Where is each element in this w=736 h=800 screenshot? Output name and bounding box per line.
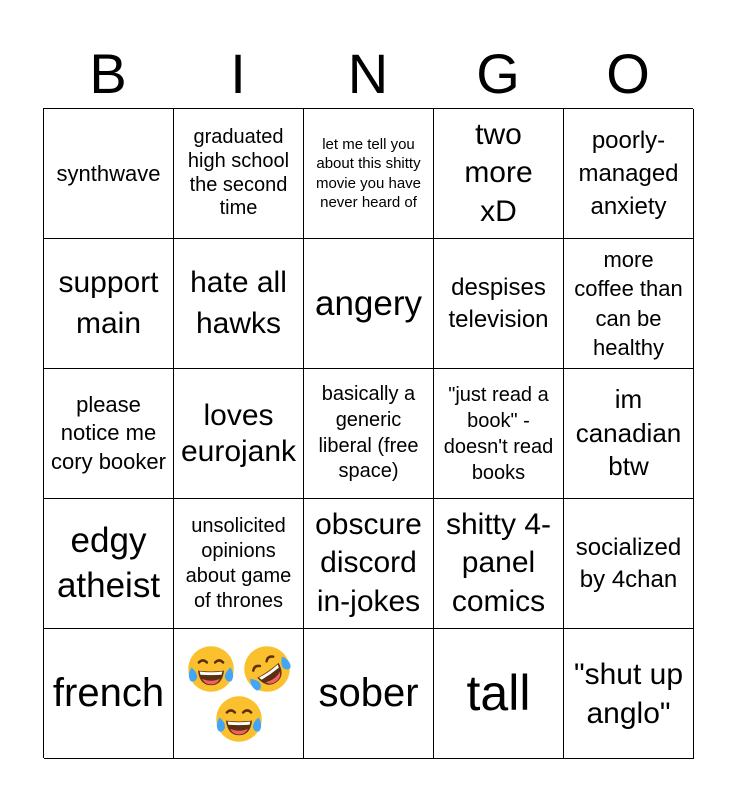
- face-with-tears-of-joy-icon: [213, 693, 265, 745]
- header-letter-b: B: [89, 42, 127, 105]
- bingo-cell[interactable]: [434, 499, 564, 629]
- bingo-cell[interactable]: [174, 109, 304, 239]
- bingo-cell[interactable]: [174, 239, 304, 369]
- cell-text: loves eurojank: [180, 398, 297, 468]
- cell-text: poorly-managed anxiety: [578, 126, 679, 221]
- bingo-cell[interactable]: [304, 239, 434, 369]
- cell-text: hate all hawks: [190, 266, 287, 340]
- cell-text: "shut up anglo": [573, 657, 684, 730]
- cell-text: let me tell you about this shitty movie you have never heard of: [315, 135, 422, 211]
- bingo-cell[interactable]: [434, 239, 564, 369]
- bingo-cell[interactable]: [44, 499, 174, 629]
- cell-text: unsolicited opinions about game of thrones: [185, 514, 292, 612]
- cell-text: "just read a book" - doesn't read books: [443, 383, 554, 484]
- cell-text: im canadian btw: [575, 383, 682, 482]
- emoji-row-top: [185, 643, 293, 695]
- cell-text: graduated high school the second time: [187, 126, 290, 220]
- bingo-board: [43, 108, 693, 758]
- bingo-cell[interactable]: [304, 369, 434, 499]
- bingo-cell[interactable]: [304, 109, 434, 239]
- bingo-header: [43, 40, 693, 108]
- header-letter-g: G: [476, 42, 520, 105]
- bingo-cell-emoji[interactable]: [174, 629, 304, 759]
- bingo-cell[interactable]: [44, 369, 174, 499]
- cell-text: more coffee than can be healthy: [574, 247, 683, 360]
- bingo-cell[interactable]: [434, 369, 564, 499]
- cell-text: despises television: [448, 274, 549, 333]
- cell-text: basically a generic liberal (free space): [318, 383, 419, 483]
- cell-text: edgy atheist: [56, 520, 161, 605]
- header-letter-n: N: [347, 42, 389, 105]
- cell-text: please notice me cory booker: [51, 392, 166, 474]
- emoji-row-bottom: [213, 693, 265, 745]
- cell-text: tall: [466, 665, 531, 721]
- header-letter-o: O: [606, 42, 650, 105]
- bingo-cell[interactable]: [44, 629, 174, 759]
- bingo-cell[interactable]: [304, 629, 434, 759]
- bingo-cell[interactable]: [434, 629, 564, 759]
- cell-text: obscure discord in-jokes: [315, 507, 422, 618]
- bingo-cell[interactable]: [564, 369, 694, 499]
- cell-text: support main: [58, 266, 159, 340]
- bingo-cell[interactable]: [304, 499, 434, 629]
- rolling-on-floor-laughing-icon: [241, 643, 293, 695]
- bingo-cell[interactable]: [44, 109, 174, 239]
- bingo-cell[interactable]: [564, 499, 694, 629]
- face-with-tears-of-joy-icon: [185, 643, 237, 695]
- bingo-cell[interactable]: [434, 109, 564, 239]
- cell-text: shitty 4-panel comics: [445, 507, 552, 618]
- cell-text: french: [52, 670, 165, 715]
- bingo-cell[interactable]: [564, 109, 694, 239]
- cell-text: synthwave: [56, 160, 161, 186]
- cell-text: sober: [318, 670, 419, 715]
- bingo-cell[interactable]: [174, 499, 304, 629]
- cell-text: socialized by 4chan: [575, 534, 682, 593]
- cell-text: angery: [314, 283, 423, 323]
- bingo-cell[interactable]: [174, 369, 304, 499]
- bingo-cell[interactable]: [564, 239, 694, 369]
- cell-text: two more xD: [464, 117, 533, 228]
- bingo-cell[interactable]: [564, 629, 694, 759]
- header-letter-i: I: [230, 42, 246, 105]
- bingo-cell[interactable]: [44, 239, 174, 369]
